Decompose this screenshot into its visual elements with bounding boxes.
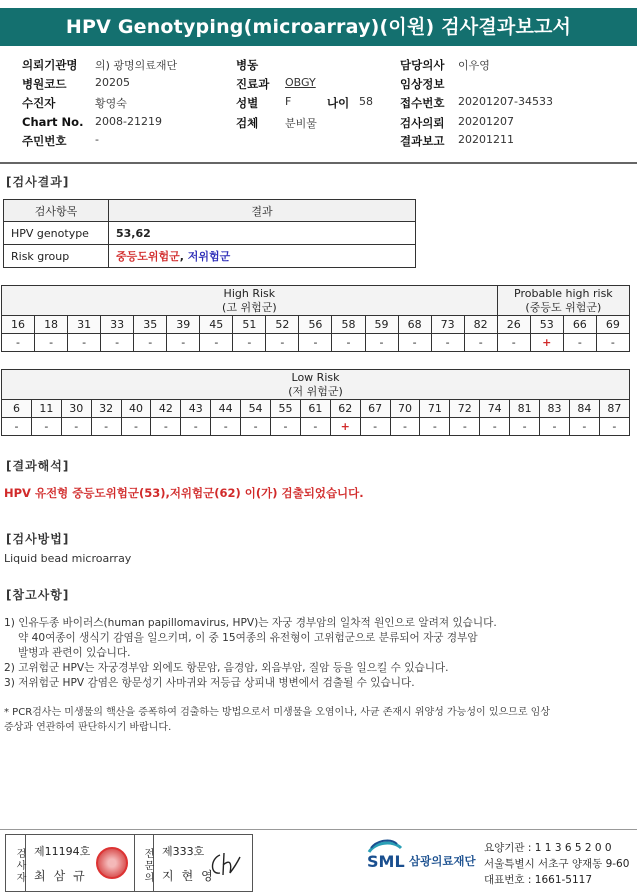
hpv-type-cell: 83 bbox=[540, 400, 570, 418]
hpv-type-cell: 67 bbox=[360, 400, 390, 418]
hpv-type-cell: 30 bbox=[61, 400, 91, 418]
report-title: HPV Genotyping(microarray)(이원) 검사결과보고서 bbox=[0, 8, 637, 46]
hpv-result-cell: - bbox=[233, 334, 266, 352]
high-risk-types-row bbox=[2, 316, 630, 334]
result-header-item: 검사항목 bbox=[4, 200, 109, 222]
genotype-label: HPV genotype bbox=[4, 222, 109, 245]
receipt-value: 20201207-34533 bbox=[458, 95, 553, 108]
hospital-value: 의) 광명의료재단 bbox=[95, 59, 178, 72]
hpv-type-cell: 33 bbox=[101, 316, 134, 334]
hpv-type-cell: 72 bbox=[450, 400, 480, 418]
low-risk-title: Low Risk bbox=[291, 370, 340, 384]
patient-info bbox=[0, 54, 637, 154]
hpv-result-cell: - bbox=[332, 334, 365, 352]
contact-info bbox=[484, 840, 629, 888]
hpv-type-cell: 82 bbox=[464, 316, 497, 334]
low-risk-table bbox=[1, 369, 630, 436]
high-risk-table bbox=[1, 285, 630, 352]
hpv-type-cell: 70 bbox=[390, 400, 420, 418]
hpv-result-cell: - bbox=[121, 418, 151, 436]
report-value: 20201211 bbox=[458, 133, 514, 146]
hpv-result-cell: - bbox=[200, 334, 233, 352]
method-text: Liquid bead microarray bbox=[4, 552, 132, 565]
probable-risk-header bbox=[497, 286, 629, 316]
hpv-result-cell: - bbox=[464, 334, 497, 352]
hpv-type-cell: 40 bbox=[121, 400, 151, 418]
hpv-result-cell: - bbox=[68, 334, 101, 352]
hpv-type-cell: 56 bbox=[299, 316, 332, 334]
risk-group-value bbox=[109, 245, 416, 268]
hpv-result-cell: - bbox=[563, 334, 596, 352]
request-label: 검사의뢰 bbox=[400, 116, 445, 130]
high-risk-header bbox=[2, 286, 498, 316]
high-risk-subtitle: (고 위험군) bbox=[222, 300, 277, 314]
hpv-type-cell: 61 bbox=[300, 400, 330, 418]
doctor-label: 담당의사 bbox=[400, 58, 445, 72]
request-value: 20201207 bbox=[458, 115, 514, 128]
hpv-type-cell: 53 bbox=[530, 316, 563, 334]
note-1b: 약 40여종이 생식기 감염을 일으키며, 이 중 15여종의 유전형이 고위험군으로 분류되어 자궁 경부암 bbox=[18, 632, 478, 644]
signature-box bbox=[5, 834, 253, 892]
hpv-result-cell: - bbox=[271, 418, 301, 436]
inspector-label: 검사자 bbox=[6, 835, 26, 891]
hpv-result-cell: - bbox=[2, 334, 35, 352]
ward-label: 병동 bbox=[236, 58, 259, 72]
notes-list bbox=[4, 616, 629, 691]
specimen-value: 분비물 bbox=[285, 117, 317, 130]
hpv-result-cell: - bbox=[241, 418, 271, 436]
risk-separator: , bbox=[179, 250, 188, 263]
hpv-type-cell: 18 bbox=[35, 316, 68, 334]
hpv-type-cell: 54 bbox=[241, 400, 271, 418]
hpv-result-cell: - bbox=[596, 334, 629, 352]
section-notes: [참고사항] bbox=[6, 588, 70, 602]
hpv-type-cell: 26 bbox=[497, 316, 530, 334]
footnote-line-2: 증상과 연관하여 판단하시기 바랍니다. bbox=[4, 722, 172, 733]
hpv-result-cell: - bbox=[398, 334, 431, 352]
hpv-result-cell: - bbox=[365, 334, 398, 352]
specialist-label: 전문의 bbox=[134, 835, 154, 891]
org-name: 삼광의료재단 bbox=[409, 854, 476, 868]
logo-text: SML bbox=[367, 852, 405, 871]
hpv-result-cell: - bbox=[510, 418, 540, 436]
note-2: 2) 고위험군 HPV는 자궁경부암 외에도 항문암, 음경암, 외음부암, 질암 등을 일으킬 수 있습니다. bbox=[4, 662, 449, 674]
low-risk-header bbox=[2, 370, 630, 400]
result-header-result: 결과 bbox=[109, 200, 416, 222]
hpv-result-cell: - bbox=[101, 334, 134, 352]
hpv-result-cell: - bbox=[167, 334, 200, 352]
id-label: 주민번호 bbox=[22, 134, 67, 148]
hpv-type-cell: 42 bbox=[151, 400, 181, 418]
hpv-type-cell: 11 bbox=[31, 400, 61, 418]
hospital-label: 의뢰기관명 bbox=[22, 58, 78, 72]
hpv-type-cell: 52 bbox=[266, 316, 299, 334]
id-value: - bbox=[95, 133, 99, 146]
risk-low: 저위험군 bbox=[187, 250, 231, 263]
report-label: 결과보고 bbox=[400, 134, 445, 148]
hpv-type-cell: 62 bbox=[330, 400, 360, 418]
hpv-type-cell: 87 bbox=[599, 400, 629, 418]
hpv-result-cell: - bbox=[300, 418, 330, 436]
probable-risk-title: Probable high risk bbox=[514, 286, 613, 300]
hpv-result-cell: - bbox=[61, 418, 91, 436]
hpv-result-cell: - bbox=[450, 418, 480, 436]
hpv-type-cell: 74 bbox=[480, 400, 510, 418]
hpv-result-cell: - bbox=[497, 334, 530, 352]
hpv-type-cell: 84 bbox=[569, 400, 599, 418]
section-method: [검사방법] bbox=[6, 532, 70, 546]
hpv-result-cell: - bbox=[569, 418, 599, 436]
pcr-footnote bbox=[4, 705, 629, 735]
hpv-result-cell: - bbox=[480, 418, 510, 436]
hpv-result-cell: + bbox=[330, 418, 360, 436]
note-1a: 1) 인유두종 바이러스(human papillomavirus, HPV)는 자궁 경부암의 일차적 원인으로 알려져 있습니다. bbox=[4, 617, 497, 629]
risk-moderate: 중등도위험군 bbox=[116, 250, 180, 263]
hpv-type-cell: 45 bbox=[200, 316, 233, 334]
high-risk-title: High Risk bbox=[223, 286, 276, 300]
specialist-number: 제333호 bbox=[162, 845, 205, 858]
hpv-type-cell: 51 bbox=[233, 316, 266, 334]
receipt-label: 접수번호 bbox=[400, 96, 445, 110]
hpv-result-cell: - bbox=[360, 418, 390, 436]
hpv-type-cell: 68 bbox=[398, 316, 431, 334]
hpv-result-cell: + bbox=[530, 334, 563, 352]
note-3: 3) 저위험군 HPV 감염은 항문성기 사마귀와 저등급 상피내 병변에서 검출될 수 있습니다. bbox=[4, 677, 415, 689]
interpretation-text: HPV 유전형 중등도위험군(53),저위험군(62) 이(가) 검출되었습니다. bbox=[4, 486, 364, 500]
hpv-result-cell: - bbox=[134, 334, 167, 352]
chart-label: Chart No. bbox=[22, 115, 84, 129]
hpv-type-cell: 44 bbox=[211, 400, 241, 418]
hpv-type-cell: 43 bbox=[181, 400, 211, 418]
contact-line-3: 대표번호 : 1661-5117 bbox=[484, 874, 593, 886]
hpv-result-cell: - bbox=[599, 418, 629, 436]
high-risk-results-row bbox=[2, 334, 630, 352]
hpv-result-cell: - bbox=[431, 334, 464, 352]
hpv-type-cell: 71 bbox=[420, 400, 450, 418]
hpv-result-cell: - bbox=[2, 418, 32, 436]
hpv-result-cell: - bbox=[266, 334, 299, 352]
patient-value: 황영숙 bbox=[95, 97, 127, 110]
report-footer bbox=[0, 829, 637, 896]
low-risk-results-row bbox=[2, 418, 630, 436]
official-seal-icon bbox=[96, 847, 128, 879]
hpv-result-cell: - bbox=[299, 334, 332, 352]
low-risk-subtitle: (저 위험군) bbox=[288, 384, 343, 398]
sml-logo bbox=[365, 838, 481, 876]
note-1c: 발병과 관련이 있습니다. bbox=[18, 647, 131, 659]
hpv-result-cell: - bbox=[211, 418, 241, 436]
code-value: 20205 bbox=[95, 76, 130, 89]
specimen-label: 검체 bbox=[236, 116, 259, 130]
hpv-result-cell: - bbox=[35, 334, 68, 352]
hpv-type-cell: 81 bbox=[510, 400, 540, 418]
contact-line-1: 요양기관 : 1 1 3 6 5 2 0 0 bbox=[484, 842, 612, 854]
hpv-type-cell: 66 bbox=[563, 316, 596, 334]
chart-value: 2008-21219 bbox=[95, 115, 162, 128]
hpv-result-cell: - bbox=[420, 418, 450, 436]
hpv-result-cell: - bbox=[31, 418, 61, 436]
signature-icon bbox=[206, 845, 244, 881]
hpv-type-cell: 6 bbox=[2, 400, 32, 418]
hpv-type-cell: 39 bbox=[167, 316, 200, 334]
hpv-result-cell: - bbox=[540, 418, 570, 436]
age-label: 나이 bbox=[327, 96, 350, 110]
footnote-line-1: * PCR검사는 미생물의 핵산을 증폭하여 검출하는 방법으로서 미생물을 오염이나, 사균 존재시 위양성 가능성이 있으므로 임상 bbox=[4, 707, 550, 718]
hpv-result-cell: - bbox=[151, 418, 181, 436]
contact-line-2: 서울특별시 서초구 양재동 9-60 bbox=[484, 858, 630, 870]
section-result: [검사결과] bbox=[6, 175, 70, 189]
specialist-name: 지현영 bbox=[162, 869, 221, 883]
hpv-result-cell: - bbox=[91, 418, 121, 436]
code-label: 병원코드 bbox=[22, 77, 67, 91]
hpv-type-cell: 55 bbox=[271, 400, 301, 418]
age-value: 58 bbox=[359, 95, 373, 108]
patient-label: 수진자 bbox=[22, 96, 56, 110]
result-table bbox=[3, 199, 416, 268]
genotype-value: 53,62 bbox=[109, 222, 416, 245]
doctor-value: 이우영 bbox=[458, 59, 490, 72]
hpv-result-cell: - bbox=[390, 418, 420, 436]
hpv-type-cell: 69 bbox=[596, 316, 629, 334]
hpv-type-cell: 32 bbox=[91, 400, 121, 418]
clinical-label: 임상정보 bbox=[400, 77, 445, 91]
dept-label: 진료과 bbox=[236, 77, 270, 91]
risk-group-label: Risk group bbox=[4, 245, 109, 268]
dept-value: OBGY bbox=[285, 76, 316, 89]
inspector-number: 제11194호 bbox=[34, 845, 91, 858]
hpv-type-cell: 73 bbox=[431, 316, 464, 334]
hpv-type-cell: 59 bbox=[365, 316, 398, 334]
hpv-type-cell: 35 bbox=[134, 316, 167, 334]
sex-label: 성별 bbox=[236, 96, 259, 110]
hpv-result-cell: - bbox=[181, 418, 211, 436]
hpv-type-cell: 31 bbox=[68, 316, 101, 334]
probable-risk-subtitle: (중등도 위험군) bbox=[525, 300, 602, 314]
header-divider bbox=[0, 162, 637, 164]
inspector-name: 최삼규 bbox=[34, 869, 93, 883]
sex-value: F bbox=[285, 95, 292, 108]
hpv-type-cell: 16 bbox=[2, 316, 35, 334]
section-interpretation: [결과해석] bbox=[6, 459, 70, 473]
hpv-type-cell: 58 bbox=[332, 316, 365, 334]
low-risk-types-row bbox=[2, 400, 630, 418]
